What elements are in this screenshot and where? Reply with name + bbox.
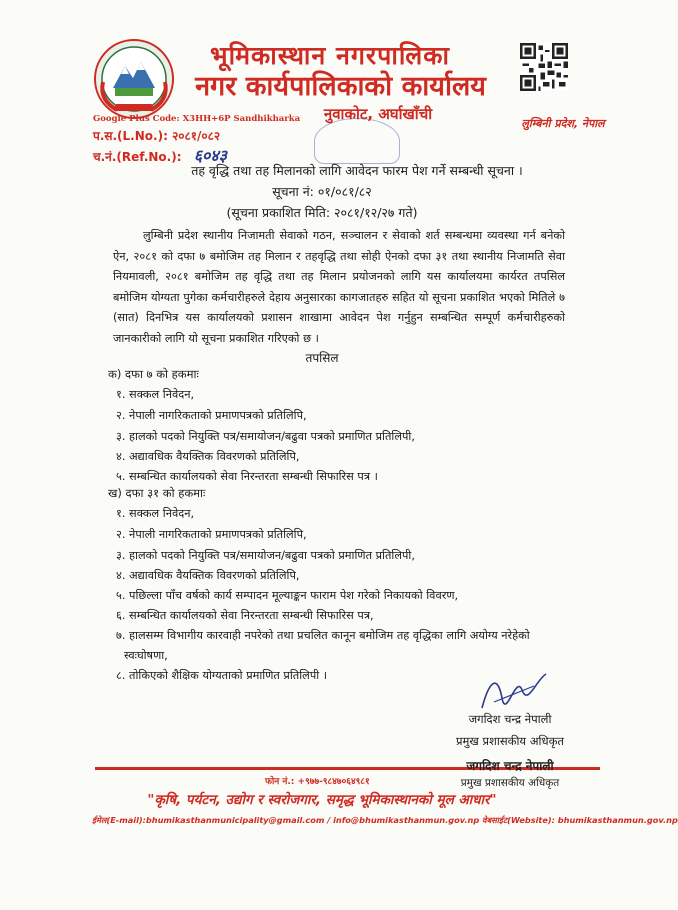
list-item-continuation: स्वःघोषणा, bbox=[124, 649, 168, 662]
stamp-signatory-name: जगदिश चन्द्र नेपाली bbox=[466, 759, 554, 773]
footer-email: ईमेल(E-mail):bhumikasthanmunicipality@gmail.com / info@bhumikasthanmun.gov.np bbox=[92, 815, 480, 825]
office-location: नुवाकोट, अर्घाखाँची bbox=[323, 105, 433, 123]
letter-number bbox=[93, 127, 220, 144]
list-item: ३. हालको पदको नियुक्ति पत्र/समायोजन/बढुवा पत्रको प्रमाणित प्रतिलिपी, bbox=[116, 549, 415, 562]
list-item: ३. हालको पदको नियुक्ति पत्र/समायोजन/बढुवा पत्रको प्रमाणित प्रतिलिपी, bbox=[116, 430, 415, 443]
nepal-emblem-icon bbox=[93, 38, 175, 120]
province-label: लुम्बिनी प्रदेश, नेपाल bbox=[521, 117, 605, 130]
signature-scribble-icon bbox=[476, 668, 552, 714]
list-item: २. नेपाली नागरिकताको प्रमाणपत्रको प्रतिलिपि, bbox=[116, 528, 307, 541]
section-a-heading: क) दफा ७ को हकमाः bbox=[108, 367, 199, 381]
office-stamp bbox=[314, 118, 400, 164]
notice-number: सूचना नं: ०१/०८१/८२ bbox=[272, 184, 372, 199]
office-name: नगर कार्यपालिकाको कार्यालय bbox=[195, 71, 486, 102]
list-item: ८. तोकिएको शैक्षिक योग्यताको प्रमाणित प्रतिलिपी । bbox=[116, 669, 328, 682]
notice-body: लुम्बिनी प्रदेश स्थानीय निजामती सेवाको गठन, सञ्चालन र सेवाको शर्त सम्बन्धमा व्यवस्था गर्न बनेको ऐन, २०८१ को दफा ७ बमोजिम तह मिलान र तहवृद्धि तथा सोही ऐनको दफा ३१ तथा स्थानीय निजामति सेवा नियमावली, २०८१ बमोजिम तह वृद्धि तथा तह मिलान प्रयोजनको लागि यस कार्यालयमा कार्यरत तपसिल बमोजिम योग्यता पुगेका कर्मचारीहरुले देहाय अनुसारका कागजातहरु सहित यो सूचना प्रकाशित भएको मितिले ७ (सात) दिनभित्र यस कार्यालयको प्रशासन शाखामा आवेदन पेश गर्नुहुन सम्बन्धित सम्पूर्ण कर्मचारीहरुको जानकारीको लागि यो सूचना प्रकाशित गरिएको छ । bbox=[113, 229, 565, 345]
reference-number-label: च.नं.(Ref.No.): bbox=[93, 150, 182, 164]
qr-code-icon bbox=[520, 43, 568, 91]
list-item: ६. सम्बन्धित कार्यालयको सेवा निरन्तरता सम्बन्धी सिफारिस पत्र, bbox=[116, 609, 374, 622]
footer-contact bbox=[92, 815, 678, 826]
google-plus-code: Google Plus Code: X3HH+6P Sandhikharka bbox=[93, 114, 301, 124]
notice-published-date: (सूचना प्रकाशित मिति: २०८१/१२/२७ गते) bbox=[226, 205, 418, 220]
list-item: ५. सम्बन्धित कार्यालयको सेवा निरन्तरता सम्बन्धी सिफारिस पत्र । bbox=[116, 470, 378, 483]
letter-number-label: प.स.(L.No.): bbox=[93, 129, 168, 143]
footer-slogan: "कृषि, पर्यटन, उद्योग र स्वरोजगार, समृद्ध भूमिकास्थानको मूल आधार" bbox=[147, 792, 497, 808]
stamp-signatory-title: प्रमुख प्रशासकीय अधिकृत bbox=[460, 777, 560, 789]
footer-phone: फोन नं.: +९७७-९८४७०६४९८१ bbox=[265, 777, 370, 787]
footer-website: वेबसाईट(Website): bhumikasthanmun.gov.np bbox=[482, 815, 678, 825]
list-item: ५. पछिल्ला पाँच वर्षको कार्य सम्पादन मूल्याङ्कन फाराम पेश गरेको निकायको विवरण, bbox=[116, 589, 459, 602]
section-b-heading: ख) दफा ३१ को हकमाः bbox=[108, 486, 206, 500]
list-item: ४. अद्यावधिक वैयक्तिक विवरणको प्रतिलिपि, bbox=[116, 569, 300, 582]
municipality-name: भूमिकास्थान नगरपालिका bbox=[210, 41, 450, 70]
letter-number-value: २०८१/०८२ bbox=[172, 129, 221, 143]
list-item: १. सक्कल निवेदन, bbox=[116, 388, 195, 401]
schedule-heading: तपसिल bbox=[305, 351, 339, 365]
list-item: ७. हालसम्म विभागीय कारवाही नपरेको तथा प्रचलित कानून बमोजिम तह वृद्धिका लागि अयोग्य नरेहेको bbox=[116, 629, 530, 642]
signatory-name: जगदिश चन्द्र नेपाली bbox=[468, 712, 552, 726]
list-item: ४. अद्यावधिक वैयक्तिक विवरणको प्रतिलिपि, bbox=[116, 450, 300, 463]
reference-number-value: ६०४३ bbox=[193, 146, 227, 165]
list-item: १. सक्कल निवेदन, bbox=[116, 507, 195, 520]
list-item: २. नेपाली नागरिकताको प्रमाणपत्रको प्रतिलिपि, bbox=[116, 409, 307, 422]
notice-subject: तह वृद्धि तथा तह मिलानको लागि आवेदन फारम पेश गर्ने सम्बन्धी सूचना । bbox=[191, 163, 523, 178]
signatory-title: प्रमुख प्रशासकीय अधिकृत bbox=[456, 734, 564, 748]
